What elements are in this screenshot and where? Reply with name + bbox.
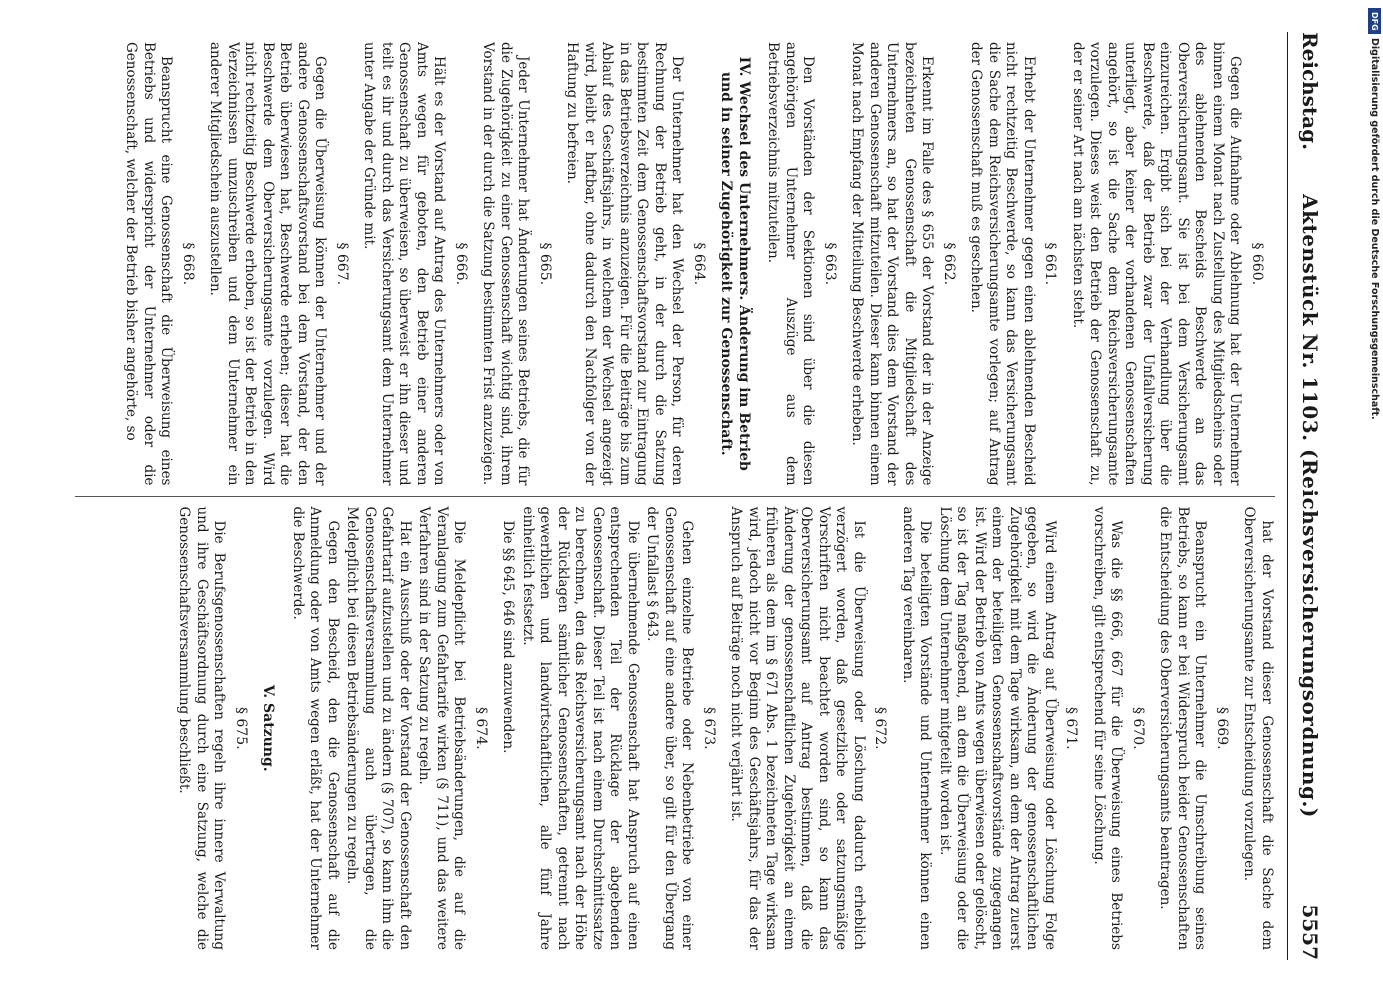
section-number: § 668.	[180, 242, 196, 286]
paragraph: Was die §§ 666, 667 für die Überweisung eines Betriebs vorschreiben, gilt entsprechend für seine Löschung.	[1091, 506, 1125, 950]
credit-text: Digitalisierung gefördert durch die Deutsche Forschungsgemeinschaft.	[1369, 38, 1380, 420]
paragraph: Die Berufsgenossenschaften regeln ihre innere Verwaltung und ihre Geschäftsordnung durch eine Satzung, welche die Genossenschaftsversammlung beschließt.	[176, 506, 228, 950]
right-column	[75, 496, 1275, 961]
paragraph: Die Meldepflicht bei Betriebsänderungen, die auf die Veranlagung zum Gefahrtarife wirken (§ 711), und das weitere Verfahren sind in der Satzung zu regeln.	[416, 506, 468, 950]
text-columns	[75, 32, 1275, 960]
left-column	[75, 32, 1275, 496]
header-title: Aktenstück Nr. 1103. (Reichsversicherungsordnung.)	[1298, 194, 1322, 818]
section-number: § 663.	[822, 242, 838, 286]
section-number: § 665.	[537, 242, 553, 286]
paragraph: Erhebt der Unternehmer gegen einen ablehnenden Bescheid nicht rechtzeitig Beschwerde, so kann das Versicherungsamt die Sache dem Reichsversicherungsamte vorlegen; auf Antrag der Genossenschaft muß es geschehen.	[968, 42, 1037, 486]
header-left: Reichstag.	[1298, 32, 1322, 151]
paragraph: hat der Vorstand dieser Genossenschaft die Sache dem Oberversicherungsamte zur Entscheidung vorzulegen.	[1241, 506, 1275, 950]
section-number: § 673.	[701, 706, 717, 750]
page-header	[1287, 32, 1322, 960]
paragraph: Hält es der Vorstand auf Antrag des Unternehmers oder von Amts wegen für geboten, den Betrieb einer anderen Genossenschaft zu überweisen, so überweist er ihn dieser und teilt es ihr und durch das Versicherungsamt dem Unternehmer unter Angabe der Gründe mit.	[361, 42, 448, 486]
paragraph: Ist die Überweisung oder Löschung dadurch erheblich verzögert worden, daß gesetzliche oder satzungsmäßige Vorschriften nicht beachtet worden sind, so kann das Oberversicherungsamt auf Antrag bestimmen, daß die Änderung der genossenschaftlichen Zugehörigkeit an einem früheren als dem im § 671 Abs. 1 bezeichneten Tage wirksam wird, jedoch nicht vor Beginn des Geschäftsjahrs, für das der Anspruch auf Beiträge noch nicht verjährt ist.	[728, 506, 867, 950]
chapter-heading: IV. Wechsel des Unternehmers. Änderung im Betrieb und in seiner Zugehörigkeit zur Genossenschaft.	[718, 56, 752, 471]
paragraph: Die übernehmende Genossenschaft hat Anspruch auf einen entsprechenden Teil der Rücklage der abgebenden Genossenschaft. Dieser Teil ist nach einem Durchschnittssatze zu berechnen, den das Reichsversicherungsamt nach der Höhe der Rücklagen sämtlicher Genossenschaften, getrennt nach gewerblichen und landwirtschaftlichen, alle fünf Jahre einheitlich festsetzt.	[520, 506, 641, 950]
document-page	[40, 0, 1340, 1000]
digitization-credit	[1368, 8, 1382, 728]
section-number: § 667.	[334, 242, 350, 286]
paragraph: Gehen einzelne Betriebe oder Nebenbetriebe von einer Genossenschaft auf eine andere über, so gilt für den Übergang der Unfallast § 643.	[644, 506, 696, 950]
paragraph: Erkennt im Falle des § 655 der Vorstand der in der Anzeige bezeichneten Genossenschaft die Mitgliedschaft des Unternehmers an, so hat der Vorstand dies dem Vorstand der anderen Genossenschaft mitzuteilen. Dieser kann binnen einem Monat nach Empfang der Mitteilung Beschwerde erheben.	[849, 42, 936, 486]
paragraph: Gegen die Überweisung können der Unternehmer und der andere Genossenschaftsvorstand bei dem Vorstand, der den Betrieb überwiesen hat, Beschwerde erheben; dieser hat die Beschwerde dem Oberversicherungsamte vorzulegen. Wird nicht rechtzeitig Beschwerde erhoben, so ist der Betrieb in den Verzeichnissen umzuschreiben und dem Unternehmer ein anderer Mitgliedschein auszustellen.	[207, 42, 329, 486]
paragraph: Hat ein Ausschuß oder der Vorstand der Genossenschaft den Gefahrtarif aufzustellen und zu ändern (§ 707), so kann ihm die Genossenschaftsversammlung auch übertragen, die Meldepflicht bei diesen Betriebsänderungen zu regeln.	[344, 506, 413, 950]
section-number: § 672.	[872, 706, 889, 750]
chapter-heading: V. Satzung.	[260, 684, 277, 772]
paragraph: Gegen die Aufnahme oder Ablehnung hat der Unternehmer binnen einem Monat nach Zustellung des Mitgliedscheins oder des ablehnenden Bescheids Beschwerde an das Oberversicherungsamt. Sie ist bei dem Versicherungsamt einzureichen. Ergibt sich bei der Verhandlung über die Beschwerde, daß der Betrieb zwar der Unfallversicherung unterliegt, aber keiner der vorhandenen Genossenschaften angehört, so ist die Sache dem Reichsversicherungsamte vorzulegen. Dieses weist den Betrieb der Genossenschaft zu, der er seiner Art nach am nächsten steht.	[1070, 42, 1244, 486]
paragraph: Beansprucht eine Genossenschaft die Überweisung eines Betriebs und widerspricht der Unternehmer oder die Genossenschaft, welcher der Betrieb bisher angehörte, so	[123, 42, 175, 486]
paragraph: Gegen den Bescheid, den die Genossenschaft auf die Anmeldung oder von Amts wegen erläßt, hat der Unternehmer die Beschwerde.	[290, 506, 341, 950]
dfg-logo: DFG	[1368, 8, 1381, 34]
paragraph: Beansprucht ein Unternehmer die Umschreibung seines Betriebs, so kann er bei Widerspruch beider Genossenschaften die Entscheidung des Oberversicherungsamts beantragen.	[1157, 506, 1209, 950]
paragraph: Der Unternehmer hat den Wechsel der Person, für deren Rechnung der Betrieb geht, in der durch die Satzung bestimmten Zeit dem Genossenschaftsvorstand zur Eintragung in das Betriebsverzeichnis anzuzeigen. Für die Beiträge bis zum Ablauf des Geschäftsjahrs, in welchem der Wechsel angezeigt wird, bleibt er haftbar, ohne dadurch den Nachfolger von der Haftung zu befreien.	[564, 42, 686, 486]
paragraph: Jeder Unternehmer hat Änderungen seines Betriebs, die für die Zugehörigkeit zu einer Genossenschaft wichtig sind, ihrem Vorstand in der durch die Satzung bestimmten Frist anzuzeigen.	[480, 42, 532, 486]
paragraph: Die beteiligten Vorstände und Unternehmer können einen anderen Tag vereinbaren.	[900, 506, 934, 950]
paragraph: Die §§ 645, 646 sind anzuwenden.	[500, 520, 517, 754]
section-number: § 664.	[691, 242, 707, 286]
section-number: § 675.	[233, 706, 249, 750]
section-number: § 661.	[1042, 242, 1059, 286]
section-number: § 666.	[453, 242, 469, 286]
paragraph: Wird einem Antrag auf Überweisung oder Löschung Folge gegeben, so wird die Änderung der genossenschaftlichen Zugehörigkeit mit dem Tage wirksam, an dem der Antrag zuerst einem der beteiligten Genossenschaftsvorstände zugegangen ist. Wird der Betrieb von Amts wegen überwiesen oder gelöscht, so ist der Tag maßgebend, an dem die Überweisung oder die Löschung dem Unternehmer mitgeteilt worden ist.	[937, 506, 1058, 950]
section-number: § 671.	[1063, 706, 1080, 750]
section-number: § 674.	[473, 706, 489, 750]
page-number: 5557	[1298, 904, 1322, 960]
section-number: § 660.	[1249, 242, 1265, 286]
section-number: § 669.	[1214, 706, 1230, 750]
section-number: § 662.	[941, 242, 957, 286]
section-number: § 670.	[1130, 706, 1146, 750]
paragraph: Den Vorständen der Sektionen sind über die diesen angehörigen Unternehmer Auszüge aus dem Betriebsverzeichnis mitzuteilen.	[765, 42, 817, 486]
